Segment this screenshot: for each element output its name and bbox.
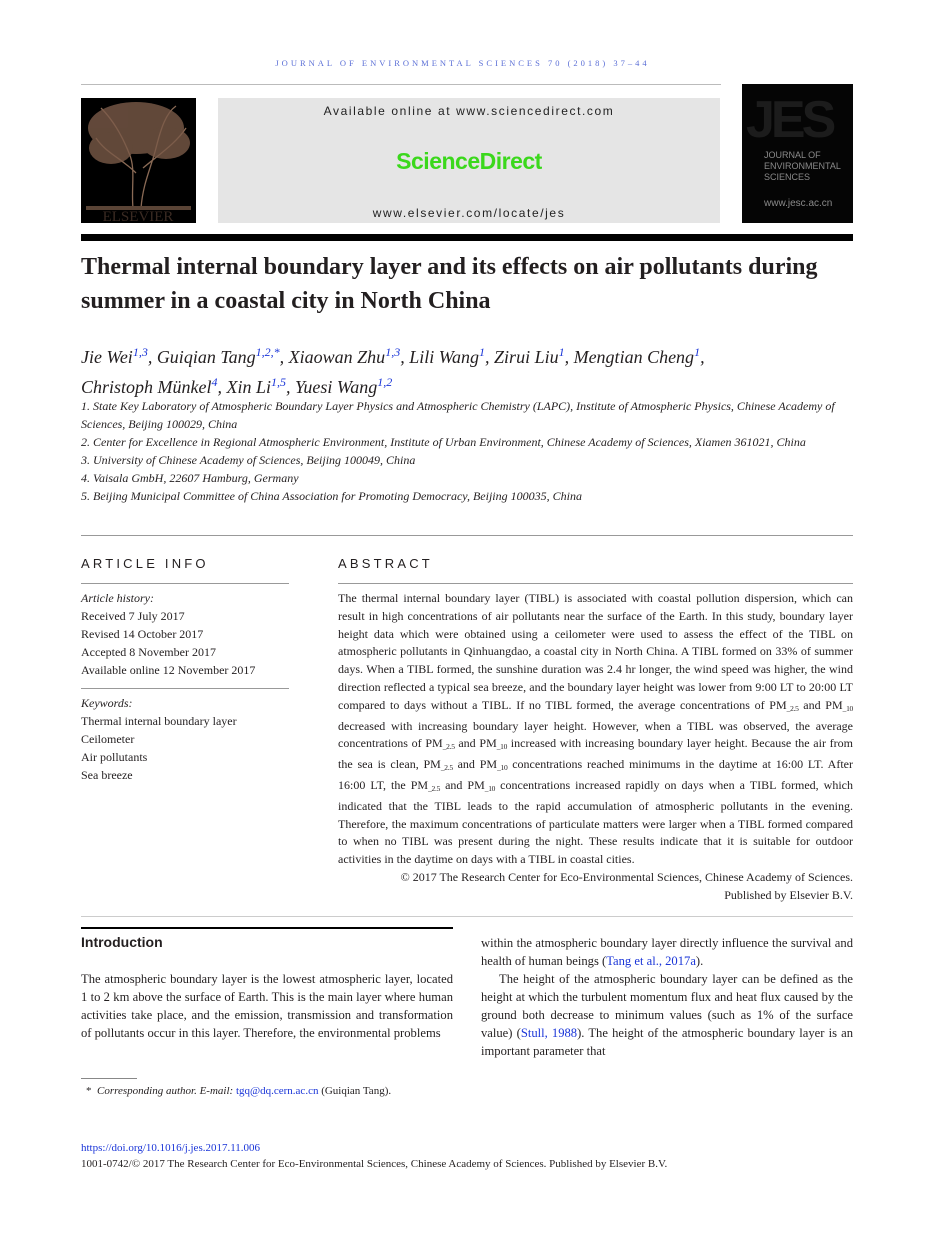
author-affiliation-ref[interactable]: 1,3 (385, 345, 401, 359)
keyword: Sea breeze (81, 767, 133, 782)
sciencedirect-banner (218, 98, 720, 223)
author (409, 347, 485, 367)
section-rule (81, 927, 453, 929)
abstract-segment: and PM (440, 777, 485, 792)
abstract-publisher: Published by Elsevier B.V. (724, 887, 853, 902)
subscript: _10 (842, 703, 854, 713)
author-name: Zirui Liu (494, 347, 559, 367)
introduction-heading: Introduction (81, 934, 163, 950)
header-bar (81, 234, 853, 241)
author-affiliation-ref[interactable]: 4 (211, 375, 218, 389)
history-item: Received 7 July 2017 (81, 608, 185, 623)
author (81, 377, 218, 397)
affiliation: 5. Beijing Municipal Committee of China Association for Promoting Democracy, Beijing 100035, China (81, 488, 582, 503)
author (81, 347, 148, 367)
history-item: Accepted 8 November 2017 (81, 644, 216, 659)
subscript: _10 (496, 742, 508, 752)
divider (81, 84, 721, 85)
author (295, 377, 392, 397)
author-affiliation-ref[interactable]: 1,2,* (255, 345, 280, 359)
author-affiliation-ref[interactable]: 1 (558, 345, 565, 359)
abstract-segment: increased with increasing boundary layer height. Because the air from the sea is clean, PM (338, 736, 853, 772)
jes-name-line: JOURNAL OF (764, 150, 821, 160)
abstract-copyright: © 2017 The Research Center for Eco-Environmental Sciences, Chinese Academy of Sciences. (400, 869, 853, 884)
affiliation: 4. Vaisala GmbH, 22607 Hamburg, Germany (81, 470, 299, 485)
author-affiliation-ref[interactable]: 1,5 (271, 375, 287, 389)
subscript: _2.5 (442, 742, 455, 752)
affiliation: 1. State Key Laboratory of Atmospheric Boundary Layer Physics and Atmospheric Chemistry (LAPC), Institute of Atmospheric Physics, Chinese Academy of Sciences, Beijing 100029, China (81, 399, 835, 431)
author-affiliation-ref[interactable]: 1 (694, 345, 701, 359)
article-history (81, 590, 289, 680)
affiliation: 2. Center for Excellence in Regional Atmospheric Environment, Institute of Urban Environment, Chinese Academy of Sciences, Xiamen 361021, China (81, 434, 806, 449)
text: ). (695, 954, 704, 968)
divider (81, 916, 853, 917)
author (574, 347, 700, 367)
text: The height of the atmospheric boundary layer can be defined as the height at which the turbulent momentum flux and heat flux caused by the ground both decrease to minimum values (such as 1% of the surface value) ( (481, 972, 853, 1040)
keywords (81, 695, 289, 785)
sciencedirect-logo[interactable]: ScienceDirect (396, 148, 542, 174)
author (494, 347, 565, 367)
footnote-label: Corresponding author. E-mail: (97, 1085, 236, 1097)
author-name: Yuesi Wang (295, 377, 378, 397)
subscript: _10 (497, 763, 508, 773)
jes-url: www.jesc.ac.cn (764, 198, 833, 209)
divider (338, 583, 853, 584)
jes-name-line: ENVIRONMENTAL (764, 161, 841, 171)
abstract-segment: and PM (452, 757, 498, 772)
affiliation: 3. University of Chinese Academy of Sciences, Beijing 100049, China (81, 452, 416, 467)
author-name: Christoph Münkel (81, 377, 212, 397)
author-name: Xiaowan Zhu (288, 347, 386, 367)
article-history-label: Article history: (81, 591, 154, 605)
author (157, 347, 280, 367)
abstract-segment: and PM (454, 736, 497, 751)
author-affiliation-ref[interactable]: 1,3 (132, 345, 148, 359)
author-name: Guiqian Tang (156, 347, 256, 367)
citation-link[interactable]: Tang et al., 2017a (606, 954, 696, 968)
intro-left-paragraph: The atmospheric boundary layer is the lowest atmospheric layer, located 1 to 2 km above the surface of Earth. This is the main layer where human activities take place, and the emission, transmission and transformation of pollutants occur in this layer. Therefore, the environmental problems (81, 972, 453, 1040)
abstract-segment: The thermal internal boundary layer (TIBL) is associated with coastal pollution dispersion, which can result in high concentrations of air pollutants near the surface of the Earth. In this study, boundary layer height data which were obtained using a ceilometer were used to assess the effect of the TIBL on atmospheric pollutants in Qinhuangdao, a coastal city in North China. A TIBL formed on 33% of summer days. When a TIBL formed, the sunshine duration was 2.4 hr longer, the wind speed was higher, the wind direction reflected a typical sea breeze, and the boundary layer height was lower from 9:00 LT to 20:00 LT compared to days without a TIBL. If no TIBL formed, the average concentrations of PM (338, 591, 853, 712)
journal-url[interactable]: www.elsevier.com/locate/jes (372, 206, 566, 220)
text: within the atmospheric boundary layer directly influence the survival and health of human beings ( (481, 936, 853, 968)
keyword: Air pollutants (81, 749, 148, 764)
jes-journal-cover (742, 84, 853, 223)
subscript: _2.5 (786, 703, 799, 713)
author-affiliation-ref[interactable]: 1 (479, 345, 486, 359)
abstract-segment: concentrations increased rapidly on days when a TIBL formed, which indicated that the TIBL leads to the rapid accumulation of atmospheric pollutants in the evening. Therefore, the maximum concentrations of particulate matters were larger when a TIBL formed compared to when no TIBL was present during the night. These results indicate that it is suitable for outdoor activities in the daytime on days with a TIBL in coastal cities. (338, 777, 854, 867)
author-name: Mengtian Cheng (573, 347, 695, 367)
author (289, 347, 401, 367)
author-name: Xin Li (226, 377, 272, 397)
abstract-heading: ABSTRACT (338, 556, 433, 571)
author-name: Lili Wang (409, 347, 480, 367)
elsevier-logo (81, 98, 196, 223)
history-item: Available online 12 November 2017 (81, 662, 256, 677)
abstract-text (338, 590, 853, 869)
subscript: _2.5 (428, 783, 441, 793)
elsevier-wordmark: ELSEVIER (102, 209, 174, 223)
abstract-segment: and PM (798, 697, 843, 712)
author-affiliation-ref[interactable]: 1,2 (377, 375, 393, 389)
keyword: Thermal internal boundary layer (81, 713, 237, 728)
abstract (338, 590, 853, 905)
article-info-heading: ARTICLE INFO (81, 556, 209, 571)
citation-link[interactable]: Stull, 1988 (520, 1026, 578, 1040)
text: ). The height of the atmospheric boundary layer is an important parameter that (481, 1026, 853, 1058)
issn-copyright: 1001-0742/© 2017 The Research Center for Eco-Environmental Sciences, Chinese Academy of Sciences. Published by Elsevier B.V. (81, 1158, 668, 1170)
history-item: Revised 14 October 2017 (81, 626, 204, 641)
subscript: _10 (484, 783, 496, 793)
available-online-text: Available online at www.sciencedirect.com (323, 104, 615, 118)
jes-name (764, 150, 841, 183)
author-list: Jie Wei$^{1,3}$, Guiqian Tang$^{1,2,*}$, Xiaowan Zhu$^{1,3}$, Lili Wang$^1$, Zirui Liu$^1$, Mengtian Cheng$^1$, Christoph Münkel$^4$, Xin Li$^{1,5}$, Yuesi Wang$^{1,2}$ (81, 345, 705, 397)
intro-paragraph (481, 970, 853, 1060)
text: (Guiqian Tang). (318, 1085, 392, 1097)
footnote-rule (81, 1078, 137, 1079)
doi-link[interactable]: https://doi.org/10.1016/j.jes.2017.11.006 (81, 1142, 261, 1154)
intro-paragraph (481, 934, 853, 970)
email-link[interactable]: tgq@dq.cern.ac.cn (235, 1085, 319, 1097)
abstract-segment: decreased with increasing boundary layer height. However, when a TIBL was observed, the average concentrations of PM (338, 718, 853, 751)
divider (81, 535, 853, 536)
jes-abbr: JES (746, 91, 833, 149)
author (227, 377, 287, 397)
intro-right-column (481, 934, 853, 1060)
keyword: Ceilometer (81, 731, 135, 746)
affiliations (81, 398, 853, 505)
subscript: _2.5 (440, 763, 453, 773)
corresponding-author-footnote (86, 1085, 391, 1097)
jes-name-line: SCIENCES (764, 172, 811, 182)
journal-running-header: JOURNAL OF ENVIRONMENTAL SCIENCES 70 (2018) 37–44 (275, 58, 650, 68)
author-name: Jie Wei (81, 347, 133, 367)
divider (81, 583, 289, 584)
divider (81, 688, 289, 689)
footnote-mark: * (86, 1085, 92, 1097)
paper-title: Thermal internal boundary layer and its effects on air pollutants during summer in a coastal city in North China (81, 254, 818, 314)
keywords-label: Keywords: (81, 696, 133, 710)
abstract-segment: concentrations reached minimums in the daytime at 16:00 LT. After 16:00 LT, the PM (338, 757, 853, 792)
